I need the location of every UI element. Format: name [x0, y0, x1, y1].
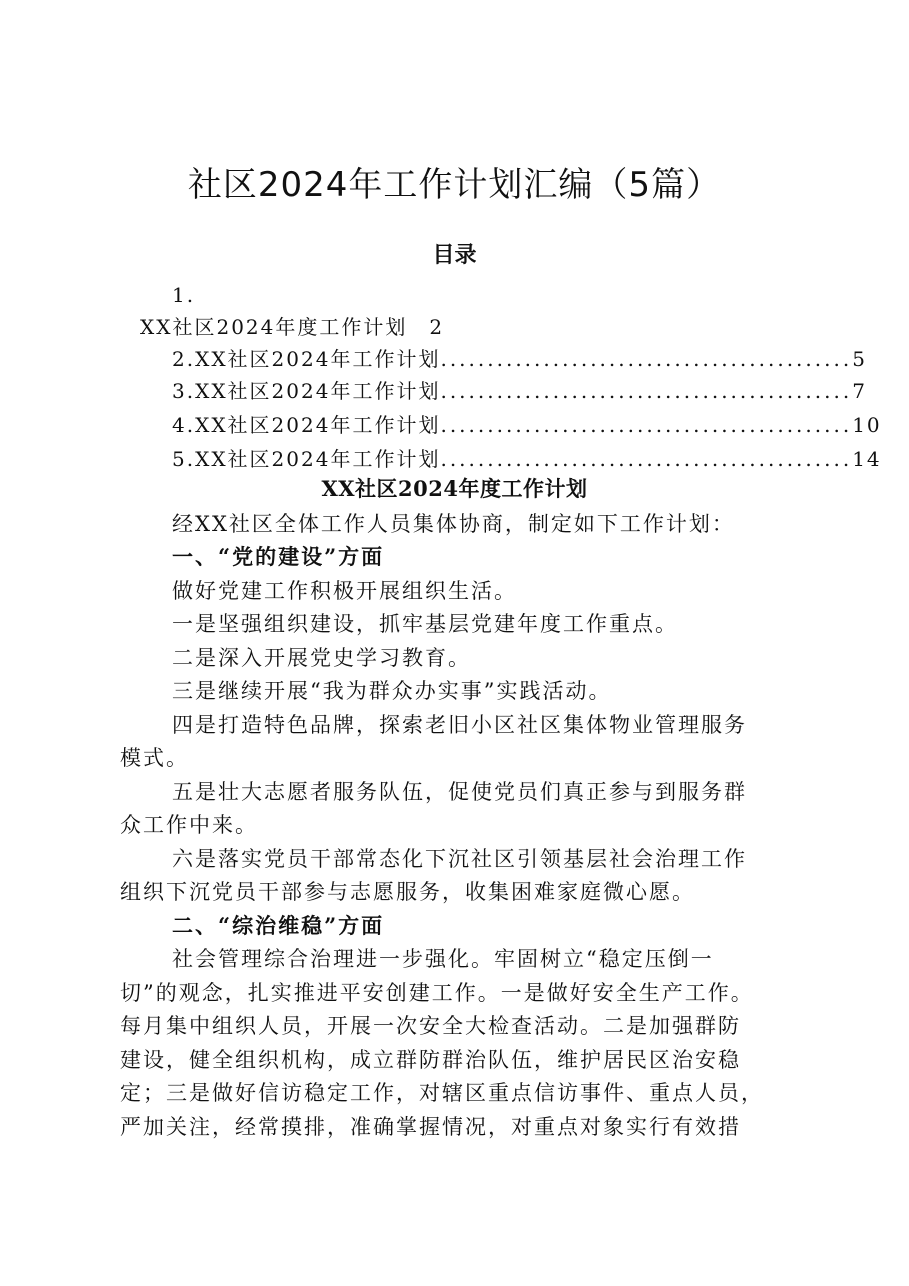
toc-leader-dots: ............................................ — [440, 413, 853, 437]
subheading-party-building: 一、“党的建设”方面 — [172, 544, 385, 569]
body-line: 严加关注，经常摸排，准确掌握情况，对重点对象实行有效措 — [120, 1115, 741, 1139]
toc-entry-1[interactable] — [140, 311, 444, 343]
body-line: 每月集中组织人员，开展一次安全大检查活动。二是加强群防 — [120, 1014, 741, 1038]
toc-entry-2[interactable] — [172, 343, 867, 375]
toc-entry-1-number[interactable]: 1. — [172, 283, 196, 307]
toc-entry-page: 5 — [852, 347, 867, 371]
toc-leader-dots: ............................................ — [440, 347, 853, 371]
body-line: 建设，健全组织机构，成立群防群治队伍，维护居民区治安稳 — [120, 1048, 741, 1072]
section-title: XX社区2024年度工作计划 — [321, 476, 588, 501]
body-line: 四是打造特色品牌，探索老旧小区社区集体物业管理服务 — [172, 713, 747, 737]
toc-entry-page: 14 — [852, 447, 882, 471]
toc-entry-4[interactable] — [172, 409, 882, 441]
toc-leader-dots: ............................................ — [440, 379, 853, 403]
body-line: 模式。 — [120, 746, 189, 770]
body-line: 经XX社区全体工作人员集体协商，制定如下工作计划： — [172, 512, 735, 536]
body-line: 众工作中来。 — [120, 813, 258, 837]
body-line: 三是继续开展“我为群众办实事”实践活动。 — [172, 679, 612, 703]
body-line: 五是壮大志愿者服务队伍，促使党员们真正参与到服务群 — [172, 780, 747, 804]
toc-entry-1-text: XX社区2024年度工作计划 — [140, 315, 408, 339]
toc-entry-5[interactable] — [172, 443, 882, 475]
body-line: 切”的观念，扎实推进平安创建工作。一是做好安全生产工作。 — [120, 981, 754, 1005]
toc-entry-page: 10 — [852, 413, 882, 437]
toc-entry-text: 2.XX社区2024年工作计划 — [172, 347, 441, 371]
toc-entry-3[interactable] — [172, 375, 867, 407]
toc-entry-page: 7 — [852, 379, 867, 403]
body-line: 组织下沉党员干部参与志愿服务，收集困难家庭微心愿。 — [120, 880, 695, 904]
subheading-comprehensive-governance: 二、“综治维稳”方面 — [172, 913, 385, 938]
toc-entry-1-page: 2 — [429, 315, 445, 339]
toc-entry-text: 4.XX社区2024年工作计划 — [172, 413, 441, 437]
body-line: 六是落实党员干部常态化下沉社区引领基层社会治理工作 — [172, 847, 747, 871]
toc-leader-dots: ............................................ — [440, 447, 853, 471]
toc-entry-text: 5.XX社区2024年工作计划 — [172, 447, 441, 471]
toc-entry-text: 3.XX社区2024年工作计划 — [172, 379, 441, 403]
body-line: 二是深入开展党史学习教育。 — [172, 646, 471, 670]
body-line: 社会管理综合治理进一步强化。牢固树立“稳定压倒一 — [172, 947, 714, 971]
body-line: 一是坚强组织建设，抓牢基层党建年度工作重点。 — [172, 612, 678, 636]
toc-heading: 目录 — [432, 242, 477, 268]
document-title: 社区2024年工作计划汇编（5篇） — [187, 165, 722, 205]
body-line: 做好党建工作积极开展组织生活。 — [172, 579, 517, 603]
body-line: 定；三是做好信访稳定工作，对辖区重点信访事件、重点人员， — [120, 1081, 764, 1105]
